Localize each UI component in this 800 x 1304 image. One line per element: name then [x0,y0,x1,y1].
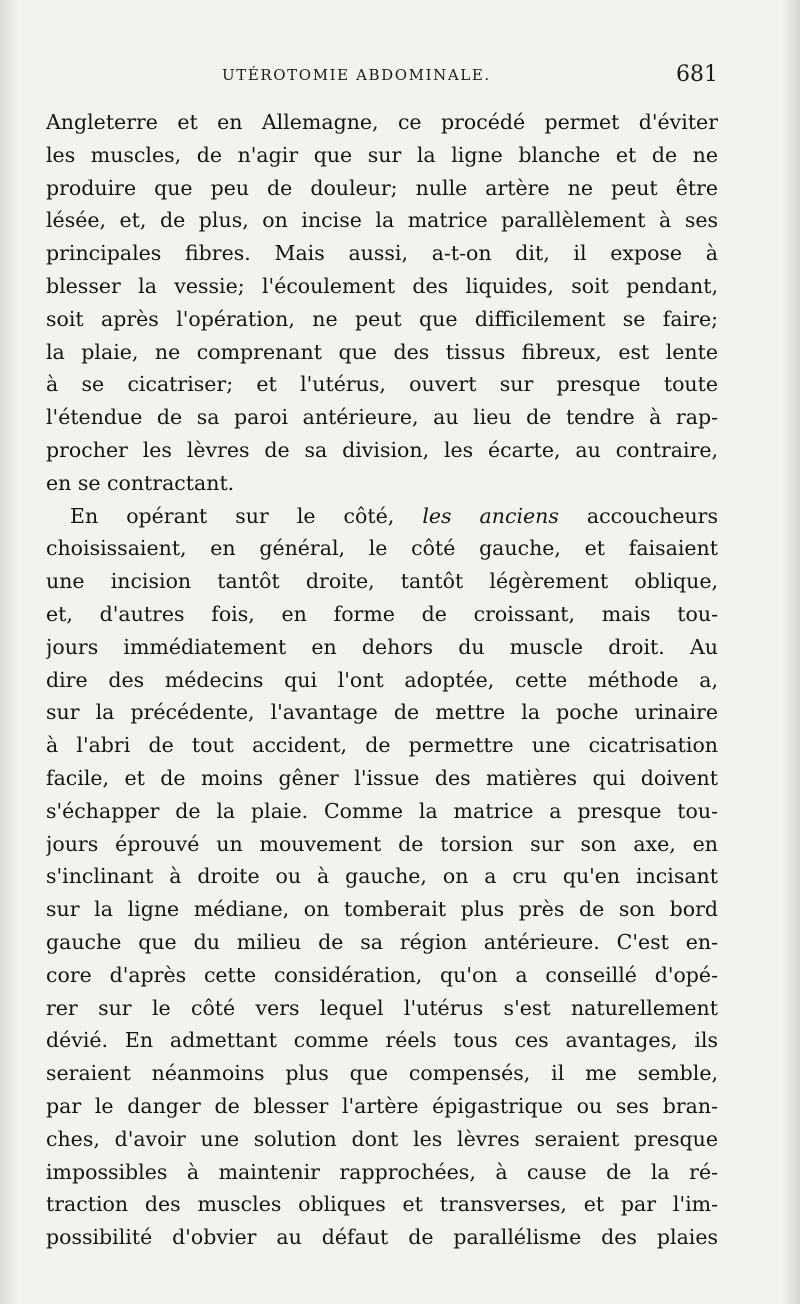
text-line: possibilité d'obvier au défaut de parallélisme des plaies [46,1225,718,1250]
text-segment: accoucheurs [586,503,718,528]
text-line: seraient néanmoins plus que compensés, il me semble, [46,1061,718,1086]
text-line: s'échapper de la plaie. Comme la matrice a presque tou- [46,798,718,823]
text-line: soit après l'opération, ne peut que difficilement se faire; [46,306,718,331]
text-line: dire des médecins qui l'ont adoptée, cette méthode a, [46,667,718,692]
page-edge-shadow-left [0,0,18,1304]
italic-phrase: les anciens [422,503,559,528]
page-header [46,62,718,92]
text-line: blesser la vessie; l'écoulement des liquides, soit pendant, [46,273,718,298]
text-line: rer sur le côté vers lequel l'utérus s'est naturellement [46,995,718,1020]
text-line: en se contractant. [46,470,235,495]
text-line: produire que peu de douleur; nulle artère ne peut être [46,175,718,200]
text-line: choisissaient, en général, le côté gauche, et faisaient [46,536,718,561]
text-line: Angleterre et en Allemagne, ce procédé permet d'éviter [46,110,718,134]
text-line: à se cicatriser; et l'utérus, ouvert sur presque toute [46,372,718,397]
text-line: dévié. En admettant comme réels tous ces avantages, ils [46,1028,718,1053]
text-line: gauche que du milieu de sa région antérieure. C'est en- [46,929,718,954]
text-line: procher les lèvres de sa division, les écarte, au contraire, [46,437,718,462]
running-head: UTÉROTOMIE ABDOMINALE. [222,66,491,84]
text-line: s'inclinant à droite ou à gauche, on a cru qu'en incisant [46,864,718,889]
text-line: lésée, et, de plus, on incise la matrice parallèlement à ses [46,208,718,233]
text-line: la plaie, ne comprenant que des tissus fibreux, est lente [46,339,718,364]
body-text [46,106,718,1254]
text-line: une incision tantôt droite, tantôt légèrement oblique, [46,569,718,594]
text-line: core d'après cette considération, qu'on a conseillé d'opé- [46,962,718,987]
text-line: jours éprouvé un mouvement de torsion sur son axe, en [46,831,718,856]
text-line: jours immédiatement en dehors du muscle droit. Au [46,634,718,659]
text-line-paragraph-start [46,500,718,533]
text-line: sur la ligne médiane, on tomberait plus près de son bord [46,897,718,922]
text-line: à l'abri de tout accident, de permettre une cicatrisation [46,733,718,758]
page-number: 681 [676,62,718,87]
text-line: impossibles à maintenir rapprochées, à cause de la ré- [46,1159,718,1184]
text-segment: En opérant sur le côté, [70,503,395,528]
text-line: sur la précédente, l'avantage de mettre la poche urinaire [46,700,718,725]
text-line: l'étendue de sa paroi antérieure, au lieu de tendre à rap- [46,405,718,430]
text-line: les muscles, de n'agir que sur la ligne blanche et de ne [46,142,718,167]
text-line: par le danger de blesser l'artère épigastrique ou ses bran- [46,1093,718,1118]
text-line: et, d'autres fois, en forme de croissant, mais tou- [46,601,718,626]
text-line: traction des muscles obliques et transverses, et par l'im- [46,1192,718,1217]
page-edge-shadow-right [782,0,800,1304]
text-line: facile, et de moins gêner l'issue des matières qui doivent [46,765,718,790]
text-line: principales fibres. Mais aussi, a-t-on dit, il expose à [46,241,718,266]
text-line: ches, d'avoir une solution dont les lèvres seraient presque [46,1126,718,1151]
